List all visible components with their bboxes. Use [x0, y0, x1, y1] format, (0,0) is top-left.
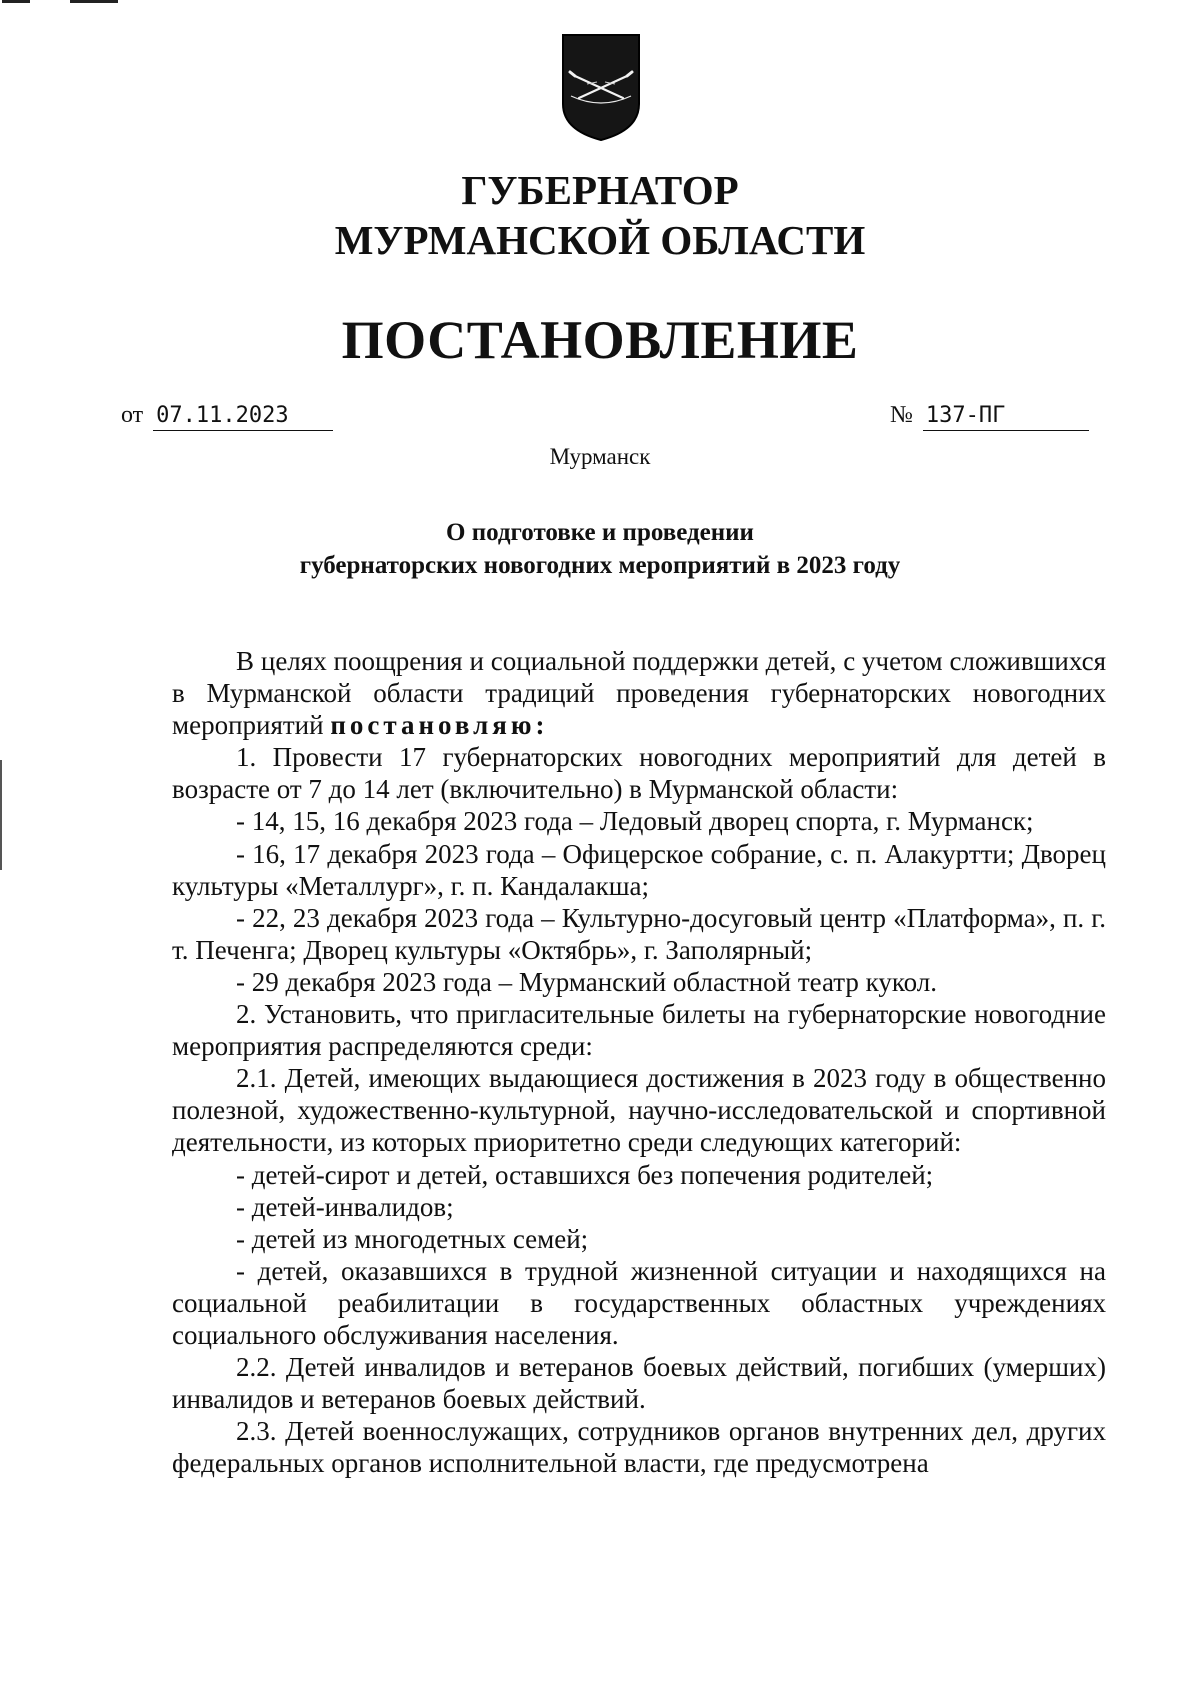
paragraph-2-3: 2.3. Детей военнослужащих, сотрудников органов внутренних дел, других федеральных органов исполнительной власти, где предусмотрена — [172, 1416, 1106, 1479]
paragraph-1-item-b: - 16, 17 декабря 2023 года – Офицерское собрание, с. п. Алакуртти; Дворец культуры «Металлург», г. п. Кандалакша; — [172, 838, 1106, 901]
authority-title-line-2: МУРМАНСКОЙ ОБЛАСТИ — [334, 217, 866, 263]
paragraph-2-1-item-b: - детей-инвалидов; — [236, 1191, 454, 1222]
document-title-line-1: О подготовке и проведении — [446, 519, 754, 546]
paragraph-2-1-item-d: - детей, оказавшихся в трудной жизненной ситуации и находящихся на социальной реабилитации в государственных областных учреждениях социального обслуживания населения. — [172, 1255, 1106, 1350]
paragraph-2-1-item-a: - детей-сирот и детей, оставшихся без попечения родителей; — [236, 1159, 934, 1190]
document-type-heading: ПОСТАНОВЛЕНИЕ — [341, 310, 859, 370]
number-prefix: № — [890, 402, 913, 428]
document-title-line-2: губернаторских новогодних мероприятий в 2023 году — [299, 552, 901, 579]
intro-paragraph — [172, 645, 1106, 741]
intro-text: В целях поощрения и социальной поддержки детей, с учетом сложившихся в Мурманской области традиций проведения губернаторских новогодних мероприятий — [172, 646, 1106, 741]
scan-artifact — [2, 0, 30, 3]
paragraph-2-1: 2.1. Детей, имеющих выдающиеся достижения в 2023 году в общественно полезной, художественно-культурной, научно-исследовательской и спортивной деятельности, из которых приоритетно среди следующих категорий: — [172, 1063, 1106, 1158]
paragraph-2: 2. Установить, что пригласительные билеты на губернаторские новогодние мероприятия распределяются среди: — [172, 999, 1106, 1062]
authority-title-line-1: ГУБЕРНАТОР — [461, 167, 739, 213]
paragraph-1-item-a: - 14, 15, 16 декабря 2023 года – Ледовый дворец спорта, г. Мурманск; — [236, 806, 1034, 837]
paragraph-1: 1. Провести 17 губернаторских новогодних мероприятий для детей в возрасте от 7 до 14 лет (включительно) в Мурманской области: — [172, 742, 1106, 805]
scan-edge-artifact — [0, 760, 2, 870]
scan-artifact — [70, 0, 118, 3]
paragraph-1-item-c: - 22, 23 декабря 2023 года – Культурно-досуговый центр «Платформа», п. г. т. Печенга; Дворец культуры «Октябрь», г. Заполярный; — [172, 902, 1106, 965]
paragraph-1-item-d: - 29 декабря 2023 года – Мурманский областной театр кукол. — [236, 966, 937, 997]
date-value: 07.11.2023 — [153, 403, 333, 431]
date-prefix: от — [121, 402, 144, 428]
number-value: 137-ПГ — [923, 403, 1089, 431]
paragraph-2-1-item-c: - детей из многодетных семей; — [236, 1223, 589, 1254]
document-number — [890, 400, 1089, 431]
paragraph-2-2: 2.2. Детей инвалидов и ветеранов боевых действий, погибших (умерших) инвалидов и ветеранов боевых действий. — [172, 1352, 1106, 1415]
document-body — [172, 645, 1106, 1479]
decree-word: постановляю: — [330, 710, 549, 741]
document-date — [121, 400, 333, 431]
issuing-city: Мурманск — [549, 444, 651, 469]
murmansk-coat-of-arms-icon — [557, 32, 645, 142]
